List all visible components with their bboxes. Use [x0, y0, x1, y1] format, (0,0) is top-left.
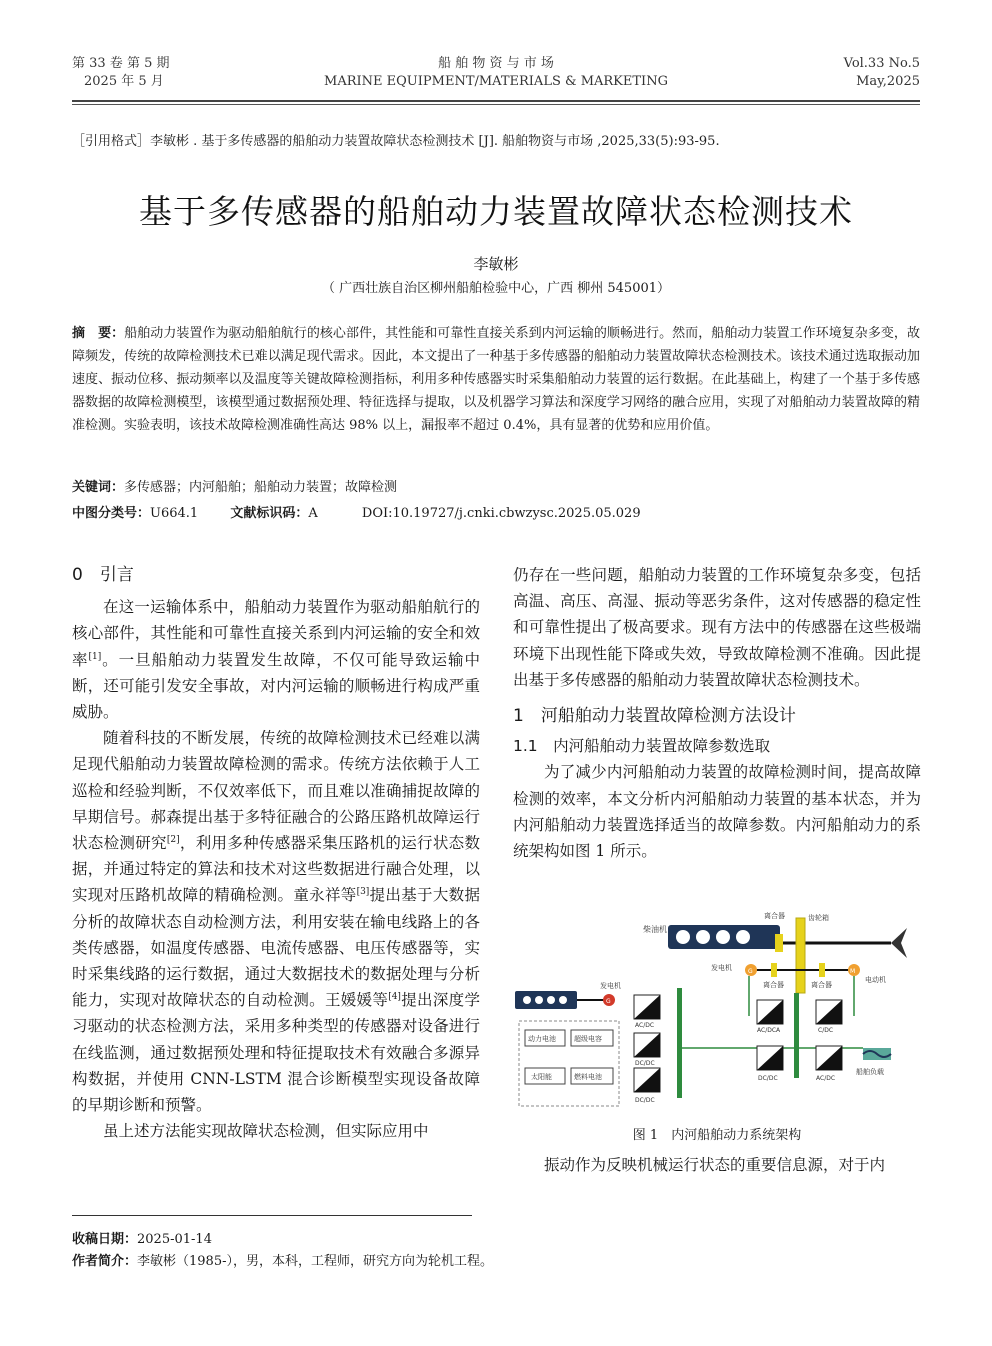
ref-4[interactable]: [4]	[388, 992, 401, 1003]
right-column	[513, 562, 921, 864]
gearbox	[796, 918, 805, 993]
generator-left-symbol: G	[606, 998, 611, 1005]
propeller	[891, 928, 907, 958]
label-clutch-left: 离合器	[763, 981, 784, 989]
date-en: May,2025	[856, 74, 920, 89]
cylinder-1	[676, 930, 690, 944]
label-dcdc-2: DC/DC	[635, 1097, 655, 1104]
section-1-title: 1 河船舶动力装置故障检测方法设计	[513, 706, 796, 727]
figure-caption: 图 1 内河船舶动力系统架构	[632, 1128, 802, 1143]
footnote-rule	[72, 1215, 472, 1216]
dc-bus-right	[794, 993, 799, 1078]
label-diesel: 柴油机	[643, 925, 667, 934]
paragraph-3-continued: 仍存在一些问题，船舶动力装置的工作环境复杂多变，包括高温、高压、高湿、振动等恶劣条件，这对传感器的稳定性和可靠性提出了极高要求。现有方法中的传感器在这些极端环境下出现性能下降或失效，导致故障检测不准确。因此提出基于多传感器的船舶动力装置故障状态检测技术。	[513, 566, 921, 689]
p2-text-d: 提出深度学习驱动的状态检测方法，采用多种类型的传感器对设备进行在线监测，通过数据预处理和特征提取技术有效融合多源异构数据，并使用 CNN-LSTM 混合诊断模型实现设备故障的早期诊断和预警。	[72, 991, 480, 1115]
journal-name-cn: 船 舶 物 资 与 市 场	[438, 56, 554, 71]
label-motor: 电动机	[865, 976, 886, 984]
journal-name-en: MARINE EQUIPMENT/MATERIALS & MARKETING	[324, 74, 668, 89]
label-dcdc-3: DC/DC	[758, 1075, 778, 1082]
label-generator-right: 发电机	[711, 964, 732, 972]
abstract-text: 船舶动力装置作为驱动船舶航行的核心部件，其性能和可靠性直接关系到内河运输的顺畅进行。然而，船舶动力装置工作环境复杂多变，故障频发，传统的故障检测技术已难以满足现代需求。因此，本文提出了一种基于多传感器的船舶动力装置故障状态检测技术。该技术通过选取振动加速度、振动位移、振动频率以及温度等关键故障检测指标，利用多种传感器实时采集船舶动力装置的运行数据。在此基础上，构建了一个基于多传感器数据的故障检测模型，该模型通过数据预处理、特征选择与提取，以及机器学习算法和深度学习网络的融合应用，实现了对船舶动力装置故障的精准检测。实验表明，该技术故障检测准确性高达 98% 以上，漏报率不超过 0.4%，具有显著的优势和应用价值。	[72, 326, 920, 433]
p1-text-b: 。一旦船舶动力装置发生故障，不仅可能导致运输中断，还可能引发安全事故，对内河运输的顺畅进行构成严重威胁。	[72, 650, 480, 722]
paragraph-1	[72, 594, 480, 725]
received-date	[72, 1228, 212, 1247]
cylinder-3	[716, 930, 730, 944]
system-architecture-diagram	[513, 908, 921, 1108]
paragraph-5	[513, 1152, 921, 1178]
cylinder-2	[696, 930, 710, 944]
doc-code-label: 文献标识码：	[230, 506, 309, 521]
abstract-label: 摘 要：	[72, 326, 125, 341]
section-1-1-title: 1.1 内河船舶动力装置故障参数选取	[513, 737, 771, 756]
header-rule-thin	[72, 104, 920, 105]
keywords	[72, 476, 397, 495]
page-title: 基于多传感器的船舶动力装置故障状态检测技术	[139, 192, 853, 231]
clutch-right	[819, 963, 825, 977]
abstract	[72, 322, 920, 437]
clutch-top	[775, 934, 783, 952]
affiliation: （ 广西壮族自治区柳州船舶检验中心，广西 柳州 545001）	[321, 281, 671, 296]
label-solar: 太阳能	[531, 1073, 552, 1081]
motor-symbol: M	[850, 968, 856, 975]
label-ship-load: 船舶负载	[856, 1068, 884, 1076]
paragraph-4: 为了减少内河船舶动力装置的故障检测时间，提高故障检测的效率，本文分析内河船舶动力装置的基本状态，并为内河船舶动力装置选择适当的故障参数。内河船舶动力的系统架构如图 1 所示。	[513, 763, 921, 861]
bio-label: 作者简介：	[72, 1254, 138, 1269]
cylinder-4	[736, 930, 750, 944]
label-acdca: AC/DCA	[757, 1027, 781, 1034]
header-rule	[72, 100, 920, 102]
section-0-title: 0 引言	[72, 565, 134, 585]
label-power-battery: 动力电池	[528, 1035, 556, 1043]
author: 李敏彬	[473, 255, 519, 273]
dc-bus-left	[677, 988, 682, 1098]
label-clutch-top: 离合器	[764, 912, 785, 920]
keywords-label: 关键词：	[72, 480, 125, 495]
clutch-left	[771, 963, 777, 977]
ref-1[interactable]: [1]	[88, 651, 102, 662]
left-column	[72, 562, 480, 1144]
issue-date: 2025 年 5 月	[84, 74, 164, 89]
classification	[72, 502, 920, 521]
ref-2[interactable]: [2]	[166, 834, 180, 845]
doi: DOI:10.19727/j.cnki.cbwzysc.2025.05.029	[361, 506, 641, 521]
label-dcdc-1: DC/DC	[635, 1060, 655, 1067]
volume-issue: 第 33 卷 第 5 期	[72, 56, 170, 71]
author-bio	[72, 1250, 493, 1269]
label-cdc: C/DC	[818, 1027, 834, 1034]
label-acdc-1: AC/DC	[635, 1022, 655, 1029]
journal-name	[296, 55, 696, 91]
label-clutch-right: 离合器	[811, 981, 832, 989]
p2-text-b: ，利用多种传感器采集压路机的运行状态数据，并通过特定的算法和技术对这些数据进行融合处理，以实现对压路机故障的精确检测。童永祥等	[72, 834, 480, 905]
bio-value: 李敏彬（1985-），男，本科，工程师，研究方向为轮机工程。	[137, 1254, 493, 1269]
received-value: 2025-01-14	[137, 1232, 212, 1247]
figure-1	[513, 908, 921, 1143]
label-fuel-cell: 燃料电池	[574, 1073, 602, 1081]
received-label: 收稿日期：	[72, 1232, 138, 1247]
clc-label: 中图分类号：	[72, 506, 151, 521]
volume-en: Vol.33 No.5	[843, 56, 920, 71]
paragraph-3: 虽上述方法能实现故障状态检测，但实际应用中	[103, 1122, 429, 1141]
paragraph-2	[72, 725, 480, 1118]
p2-text-c: 提出基于大数据分析的故障状态自动检测方法，利用安装在输电线路上的各类传感器，如温度传感器、电流传感器、电压传感器等，实时采集线路的运行数据，通过大数据技术的数据处理与分析能力，实现对故障状态的自动检测。王媛媛等	[72, 886, 480, 1010]
p2-text-a: 随着科技的不断发展，传统的故障检测技术已经难以满足现代船舶动力装置故障检测的需求。传统方法依赖于人工巡检和经验判断，不仅效率低下，而且难以准确捕捉故障的早期信号。郝森提出基于多特征融合的公路压路机故障运行状态检测研究	[72, 729, 480, 853]
generator-right-symbol: G	[748, 968, 753, 975]
label-generator-left: 发电机	[600, 982, 621, 990]
label-acdc-2: AC/DC	[816, 1075, 836, 1082]
label-supercap: 超级电容	[574, 1035, 602, 1043]
journal-volume-en	[844, 55, 920, 91]
paragraph-5-text: 振动作为反映机械运行状态的重要信息源，对于内	[544, 1156, 886, 1174]
clc-code: U664.1	[150, 506, 199, 521]
ref-3[interactable]: [3]	[356, 887, 370, 898]
label-gearbox: 齿轮箱	[808, 914, 829, 922]
doc-code: A	[308, 506, 318, 521]
citation: ［引用格式］李敏彬 . 基于多传感器的船舶动力装置故障状态检测技术 [J]. 船舶物资与市场 ,2025,33(5):93-95.	[72, 134, 720, 149]
p1-text-a: 在这一运输体系中，船舶动力装置作为驱动船舶航行的核心部件，其性能和可靠性直接关系到内河运输的安全和效率	[72, 598, 480, 669]
journal-volume	[72, 55, 169, 91]
keywords-text: 多传感器；内河船舶；船舶动力装置；故障检测	[124, 480, 398, 495]
